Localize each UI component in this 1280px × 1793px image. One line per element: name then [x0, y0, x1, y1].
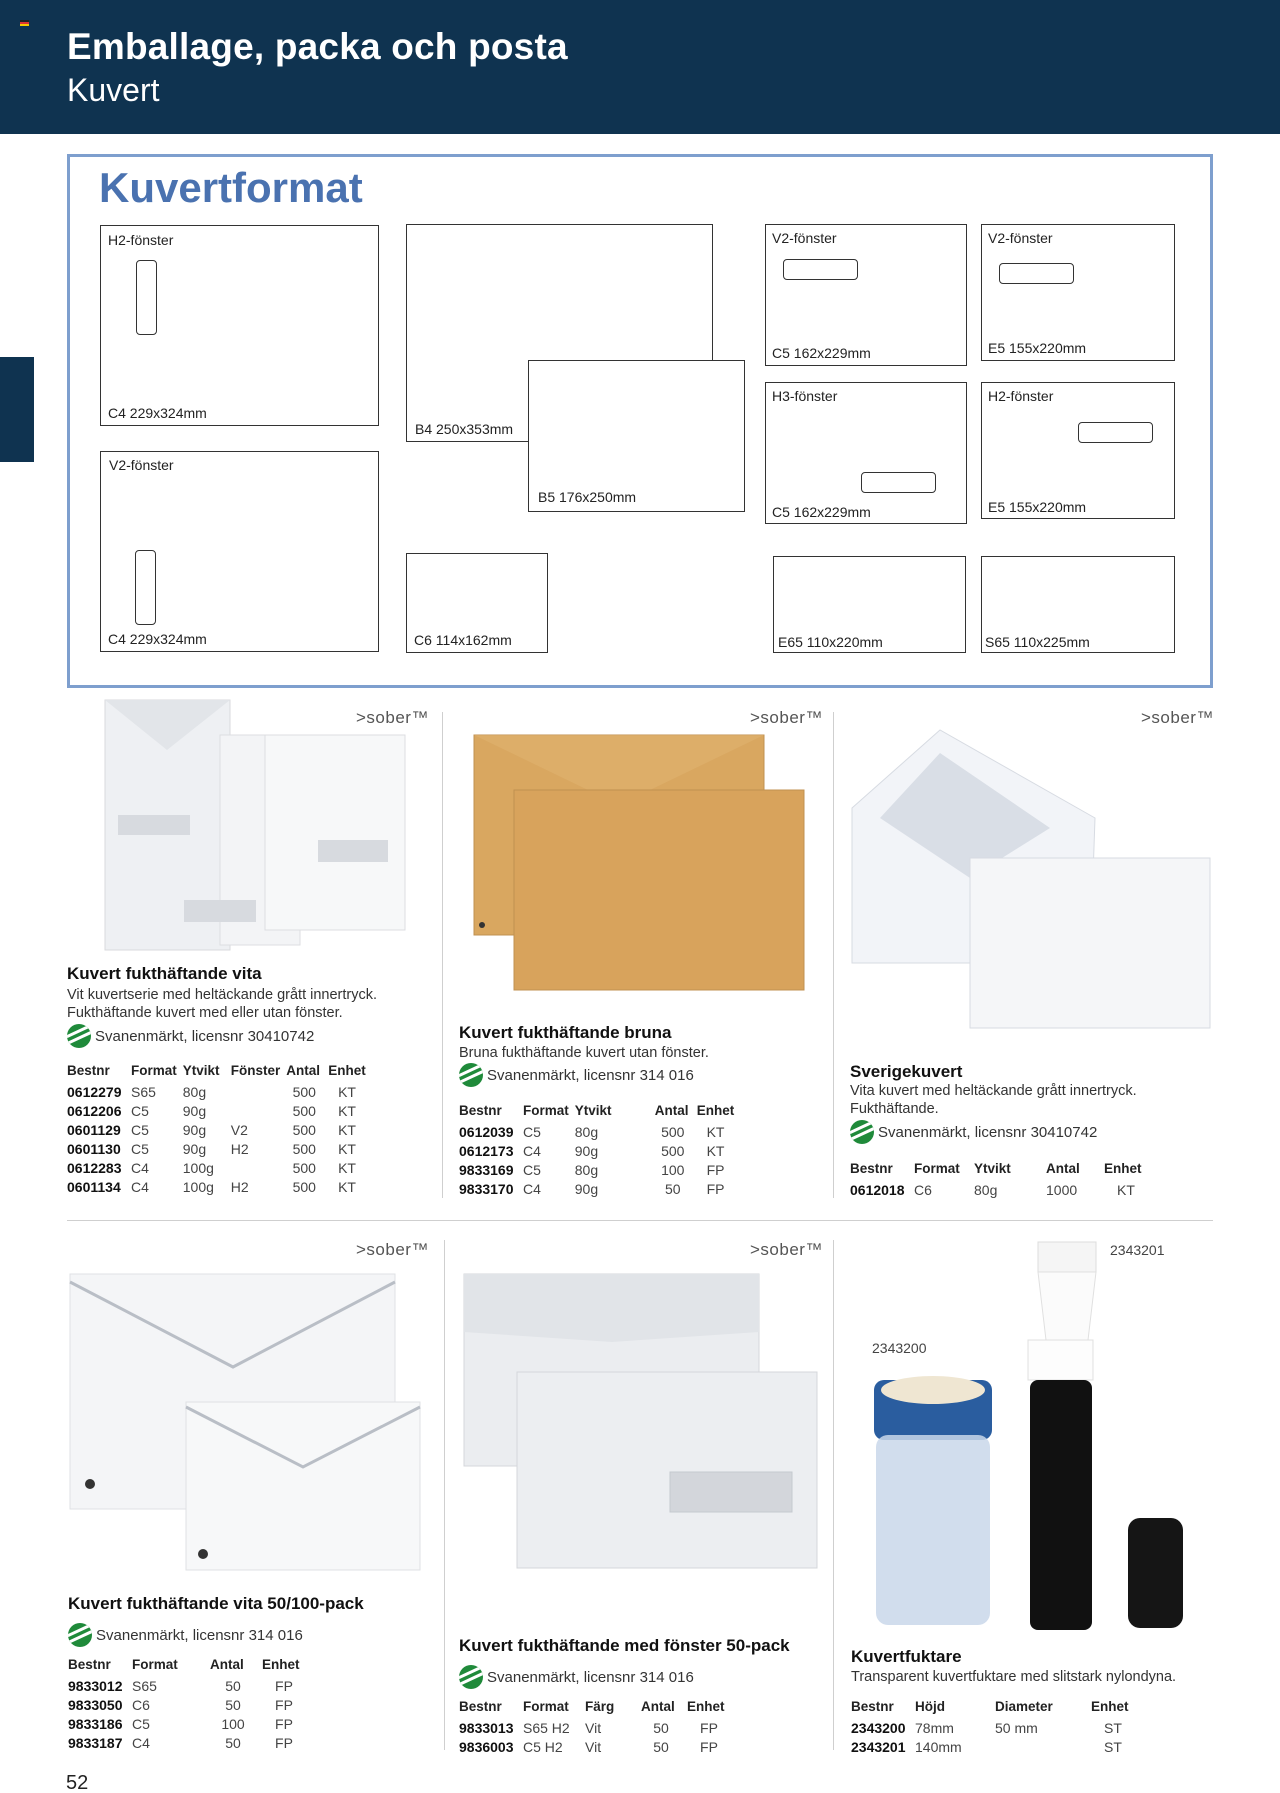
table-row [67, 1082, 372, 1101]
product-description: Vit kuvertserie med heltäckande grått innertryck. [67, 987, 378, 1003]
table-cell: 0612173 [459, 1142, 514, 1159]
table-row [68, 1733, 312, 1752]
format-title: Kuvertformat [99, 164, 363, 211]
table-cell: KT [706, 1123, 725, 1140]
envelope-size-label: B5 176x250mm [538, 489, 637, 505]
envelope-size-label: C5 162x229mm [772, 345, 871, 361]
column-header: Format [523, 1699, 569, 1714]
swan-ecolabel-icon [459, 1063, 483, 1087]
table-cell: 90g [574, 1142, 599, 1159]
table-cell: 9833169 [459, 1161, 514, 1178]
column-header: Enhet [328, 1063, 366, 1078]
envelope-c4-v2 [100, 451, 379, 652]
table-cell: 500 [292, 1140, 316, 1157]
table-cell: 500 [661, 1142, 685, 1159]
table-cell: 80g [182, 1083, 207, 1100]
table-cell: 50 [225, 1696, 241, 1713]
envelope-size-label: C6 114x162mm [414, 632, 512, 648]
table-cell: 9833187 [68, 1734, 123, 1751]
table-cell: 9833170 [459, 1180, 514, 1197]
envelope-size-label: E5 155x220mm [988, 340, 1087, 356]
sverige-envelopes-image [850, 728, 1215, 1033]
table-cell: 9833013 [459, 1719, 514, 1736]
column-header: Antal [1046, 1161, 1080, 1176]
table-cell [231, 1101, 287, 1120]
table-cell: 9833012 [68, 1677, 123, 1694]
envelope-size-label: S65 110x225mm [985, 634, 1090, 650]
column-header: Höjd [915, 1699, 945, 1714]
table-cell: 2343200 [851, 1719, 906, 1736]
table-row [67, 1139, 372, 1158]
table-cell: FP [706, 1180, 725, 1197]
table-cell: 90g [574, 1180, 599, 1197]
table-row [851, 1718, 1141, 1737]
table-cell: FP [700, 1719, 718, 1736]
table-cell: 9833186 [68, 1715, 123, 1732]
column-header: Enhet [696, 1103, 735, 1118]
column-divider [442, 712, 443, 1198]
column-header: Bestnr [67, 1063, 110, 1078]
table-cell: KT [338, 1159, 356, 1176]
table-cell: 50 [664, 1180, 681, 1197]
table-cell: 90g [182, 1140, 207, 1157]
product-description: Vita kuvert med heltäckande grått innertryck. [850, 1083, 1137, 1099]
table-cell: 78mm [915, 1719, 954, 1736]
envelope-b5 [528, 360, 745, 512]
table-cell: ST [1104, 1719, 1122, 1736]
table-cell: C5 [131, 1140, 149, 1157]
table-cell: 500 [292, 1159, 316, 1176]
product-table [67, 1063, 372, 1196]
product-code-label: 2343200 [872, 1340, 927, 1356]
ecolabel [850, 1120, 1097, 1144]
table-row [67, 1177, 372, 1196]
brand-logo: >sober™ [1141, 708, 1214, 727]
envelope-size-label: C5 162x229mm [772, 504, 871, 520]
table-cell: 100 [221, 1715, 245, 1732]
column-header: Antal [641, 1699, 675, 1714]
envelope-size-label: C4 229x324mm [108, 405, 207, 421]
table-cell: C5 [132, 1715, 150, 1732]
column-header: Bestnr [459, 1103, 502, 1118]
table-cell: 100 [661, 1161, 685, 1178]
brand-logo: >sober™ [356, 1240, 429, 1259]
ecolabel [67, 1024, 314, 1048]
column-header: Enhet [1091, 1699, 1129, 1714]
column-header: Antal [210, 1657, 244, 1672]
table-cell: 9836003 [459, 1738, 514, 1755]
brand-logo: >sober™ [750, 1240, 823, 1259]
page-title: Emballage, packa och posta [67, 26, 568, 67]
table-cell: 0612206 [67, 1102, 122, 1119]
table-cell: C5 H2 [523, 1738, 563, 1755]
table-cell: KT [338, 1178, 356, 1195]
product-title: Kuvert fukthäftande med fönster 50-pack [459, 1636, 790, 1655]
table-cell: 500 [292, 1102, 316, 1119]
table-cell [231, 1082, 287, 1101]
table-row [459, 1179, 740, 1198]
table-row [459, 1141, 740, 1160]
flag-icon [20, 20, 29, 26]
column-header: Enhet [262, 1657, 300, 1672]
table-row [459, 1122, 740, 1141]
column-header: Format [131, 1063, 177, 1078]
table-cell: S65 [131, 1083, 156, 1100]
envelope-size-label: E5 155x220mm [988, 499, 1087, 515]
white-envelopes-image [100, 695, 410, 955]
table-cell: C4 [131, 1159, 149, 1176]
swan-ecolabel-icon [459, 1665, 483, 1689]
column-divider [833, 712, 834, 1198]
envelope-moistener-image [868, 1240, 1198, 1640]
table-cell: 50 [225, 1677, 241, 1694]
table-cell: V2 [230, 1121, 248, 1138]
table-cell: 80g [974, 1181, 998, 1198]
column-divider [444, 1240, 445, 1750]
table-cell: C6 [132, 1696, 150, 1713]
product-table [459, 1103, 740, 1198]
table-cell: C5 [523, 1123, 541, 1140]
table-cell: FP [275, 1696, 293, 1713]
column-header: Format [914, 1161, 960, 1176]
ecolabel-text: Svanenmärkt, licensnr 314 016 [487, 1066, 694, 1084]
swan-ecolabel-icon [850, 1120, 874, 1144]
table-cell: KT [1117, 1181, 1135, 1198]
product-description: Fukthäftande kuvert med eller utan fönster. [67, 1005, 343, 1021]
ecolabel-text: Svanenmärkt, licensnr 314 016 [96, 1626, 303, 1644]
envelope-window-label: V2-fönster [772, 230, 837, 246]
table-cell: C4 [523, 1142, 541, 1159]
table-row [851, 1737, 1141, 1756]
table-cell: C4 [523, 1180, 541, 1197]
table-cell: S65 H2 [523, 1719, 570, 1736]
table-cell: C5 [131, 1102, 149, 1119]
table-cell: S65 [132, 1677, 157, 1694]
column-header: Format [523, 1103, 569, 1118]
envelope-window-label: H2-fönster [988, 388, 1054, 404]
table-cell: KT [338, 1083, 356, 1100]
table-cell: FP [706, 1161, 725, 1178]
table-row [68, 1676, 312, 1695]
ecolabel-text: Svanenmärkt, licensnr 30410742 [878, 1123, 1098, 1141]
column-header: Färg [585, 1699, 615, 1714]
page-number: 52 [66, 1772, 89, 1793]
table-cell: 50 mm [995, 1719, 1038, 1736]
table-cell: FP [700, 1738, 718, 1755]
table-cell: C4 [132, 1734, 150, 1751]
table-cell: 80g [574, 1123, 599, 1140]
table-cell: 50 [653, 1738, 669, 1755]
table-cell: Vit [585, 1719, 602, 1736]
envelope-c5-v2 [765, 224, 967, 366]
window-shape [999, 263, 1074, 284]
column-header: Diameter [995, 1699, 1053, 1714]
product-table [850, 1161, 1154, 1199]
ecolabel [68, 1623, 303, 1647]
column-header: Ytvikt [182, 1063, 220, 1078]
window-shape [783, 259, 858, 280]
product-title: Kuvert fukthäftande bruna [459, 1023, 672, 1042]
table-row [67, 1158, 372, 1177]
table-cell: 80g [574, 1161, 599, 1178]
table-cell: 500 [292, 1178, 316, 1195]
window-shape [861, 472, 936, 493]
product-description: Transparent kuvertfuktare med slitstark nylondyna. [851, 1669, 1177, 1685]
column-header: Fönster [230, 1063, 281, 1078]
row-divider [67, 1220, 1213, 1221]
table-cell: KT [338, 1121, 356, 1138]
brown-envelopes-image [472, 730, 807, 995]
table-cell: H2 [230, 1178, 249, 1195]
table-cell: 2343201 [851, 1738, 906, 1755]
product-description: Bruna fukthäftande kuvert utan fönster. [459, 1045, 709, 1061]
table-row [68, 1695, 312, 1714]
swan-ecolabel-icon [67, 1024, 91, 1048]
white-pack-envelopes-image [68, 1272, 423, 1572]
table-cell: 0601129 [67, 1121, 121, 1138]
table-cell: Vit [585, 1738, 602, 1755]
column-header: Format [132, 1657, 178, 1672]
envelope-e5-h2 [981, 382, 1175, 519]
table-cell: 0612283 [67, 1159, 122, 1176]
page-header [0, 0, 1280, 134]
column-header: Bestnr [68, 1657, 111, 1672]
window-shape [135, 550, 156, 625]
product-description: Fukthäftande. [850, 1101, 939, 1117]
table-cell: 500 [661, 1123, 685, 1140]
table-cell: 90g [182, 1102, 207, 1119]
envelope-s65 [981, 556, 1175, 653]
table-cell: 1000 [1046, 1181, 1078, 1198]
table-cell: 0612039 [459, 1123, 514, 1140]
page-subtitle: Kuvert [67, 72, 160, 108]
table-cell: C6 [914, 1181, 932, 1198]
table-cell: 0612279 [67, 1083, 122, 1100]
table-cell: C5 [131, 1121, 149, 1138]
table-row [68, 1714, 312, 1733]
swan-ecolabel-icon [68, 1623, 92, 1647]
table-row [459, 1737, 737, 1756]
window-shape [136, 260, 157, 335]
table-cell: 500 [292, 1121, 316, 1138]
table-row [459, 1160, 740, 1179]
table-cell: KT [706, 1142, 725, 1159]
envelope-c6 [406, 553, 548, 653]
table-cell: 100g [182, 1159, 214, 1176]
table-cell: FP [275, 1715, 293, 1732]
table-cell [995, 1737, 1091, 1756]
table-cell: 90g [182, 1121, 207, 1138]
envelope-e5-v2 [981, 224, 1175, 361]
window-shape [1078, 422, 1153, 443]
table-cell: 500 [292, 1083, 316, 1100]
envelope-size-label: E65 110x220mm [778, 634, 883, 650]
window-envelopes-image [462, 1272, 822, 1572]
table-cell: ST [1104, 1738, 1122, 1755]
envelope-window-label: H3-fönster [772, 388, 838, 404]
envelope-c4-h2 [100, 225, 379, 426]
table-cell: KT [338, 1102, 356, 1119]
table-row [67, 1101, 372, 1120]
table-row [67, 1120, 372, 1139]
column-divider [833, 1240, 834, 1750]
ecolabel-text: Svanenmärkt, licensnr 314 016 [487, 1668, 694, 1686]
table-row [850, 1180, 1154, 1199]
envelope-size-label: C4 229x324mm [108, 631, 207, 647]
product-title: Kuvert fukthäftande vita [67, 964, 262, 983]
table-cell: FP [275, 1734, 293, 1751]
table-cell: KT [338, 1140, 356, 1157]
section-tab [0, 357, 34, 462]
table-cell: FP [275, 1677, 293, 1694]
table-cell: 50 [653, 1719, 669, 1736]
product-table [459, 1699, 737, 1756]
product-title: Kuvertfuktare [851, 1647, 962, 1666]
ecolabel [459, 1063, 694, 1087]
envelope-c5-h3 [765, 382, 967, 524]
envelope-size-label: B4 250x353mm [415, 421, 514, 437]
product-table [68, 1657, 312, 1752]
column-header: Bestnr [851, 1699, 894, 1714]
table-cell: 0612018 [850, 1181, 905, 1198]
table-cell: 50 [225, 1734, 241, 1751]
table-cell [231, 1158, 287, 1177]
column-header: Enhet [687, 1699, 725, 1714]
envelope-e65 [773, 556, 966, 653]
product-code-label: 2343201 [1110, 1242, 1165, 1258]
ecolabel [459, 1665, 694, 1689]
brand-logo: >sober™ [750, 708, 823, 727]
column-header: Antal [654, 1103, 689, 1118]
table-cell: 9833050 [68, 1696, 123, 1713]
product-title: Kuvert fukthäftande vita 50/100-pack [68, 1594, 364, 1613]
column-header: Ytvikt [574, 1103, 612, 1118]
envelope-window-label: H2-fönster [108, 232, 174, 248]
column-header: Bestnr [850, 1161, 893, 1176]
product-table [851, 1699, 1141, 1756]
column-header: Ytvikt [974, 1161, 1011, 1176]
table-cell: 100g [182, 1178, 214, 1195]
table-cell: 0601134 [67, 1178, 121, 1195]
column-header: Antal [286, 1063, 321, 1078]
table-cell: 0601130 [67, 1140, 121, 1157]
column-header: Enhet [1104, 1161, 1142, 1176]
table-cell: H2 [230, 1140, 249, 1157]
brand-logo: >sober™ [356, 708, 429, 727]
table-cell: C5 [523, 1161, 541, 1178]
table-cell: 140mm [915, 1738, 962, 1755]
table-row [459, 1718, 737, 1737]
table-cell: C4 [131, 1178, 149, 1195]
envelope-window-label: V2-fönster [109, 457, 174, 473]
product-title: Sverigekuvert [850, 1062, 963, 1081]
ecolabel-text: Svanenmärkt, licensnr 30410742 [95, 1027, 315, 1045]
column-header: Bestnr [459, 1699, 502, 1714]
envelope-window-label: V2-fönster [988, 230, 1053, 246]
